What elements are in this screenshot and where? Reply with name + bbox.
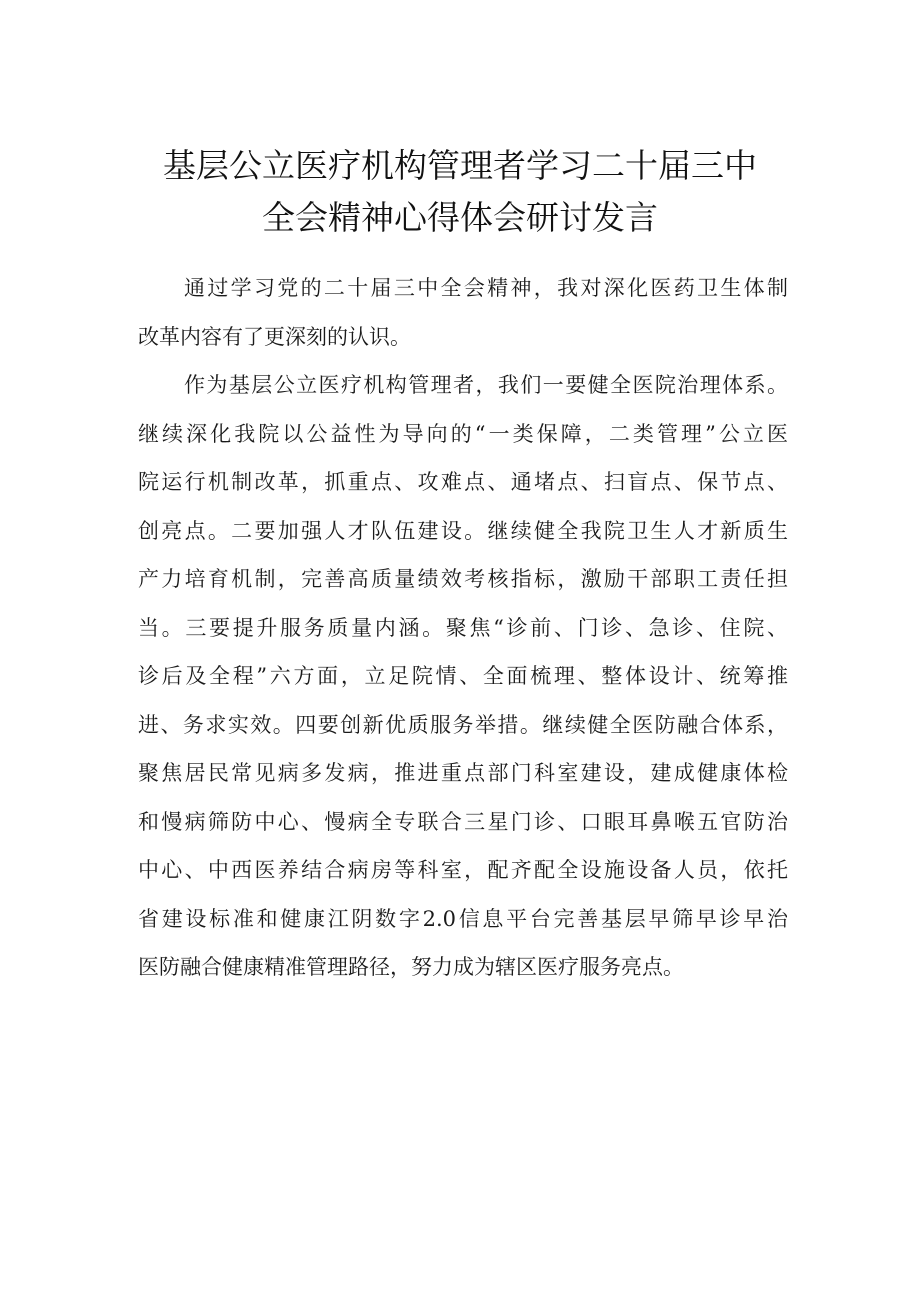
paragraph-line: 改革内容有了更深刻的认识。: [138, 324, 411, 349]
paragraph-line: 继续深化我院以公益性为导向的“一类保障，二类管理”公立医: [138, 421, 788, 446]
paragraph-line: 通过学习党的二十届三中全会精神，我对深化医药卫生体制: [184, 276, 788, 300]
paragraph-1: [138, 264, 788, 361]
paragraph-line: 进、务求实效。四要创新优质服务举措。继续健全医防融合体系，: [138, 712, 788, 737]
paragraph-line: 院运行机制改革，抓重点、攻难点、通堵点、扫盲点、保节点、: [138, 470, 788, 494]
paragraph-line: 中心、中西医养结合病房等科室，配齐配全设施设备人员，依托: [138, 858, 788, 882]
paragraph-line: 省建设标准和健康江阴数字2.0信息平台完善基层早筛早诊早治: [138, 906, 788, 931]
document-title-line-1: 基层公立医疗机构管理者学习二十届三中: [163, 146, 757, 185]
paragraph-line: 创亮点。二要加强人才队伍建设。继续健全我院卫生人才新质生: [138, 518, 788, 543]
paragraph-line: 当。三要提升服务质量内涵。聚焦“诊前、门诊、急诊、住院、: [138, 615, 788, 640]
paragraph-line: 作为基层公立医疗机构管理者，我们一要健全医院治理体系。: [184, 373, 788, 397]
paragraph-line: 产力培育机制，完善高质量绩效考核指标，激励干部职工责任担: [138, 567, 788, 591]
paragraph-line: 和慢病筛防中心、慢病全专联合三星门诊、口眼耳鼻喉五官防治: [138, 809, 788, 834]
paragraph-line: 聚焦居民常见病多发病，推进重点部门科室建设，建成健康体检: [138, 761, 788, 785]
paragraph-line: 诊后及全程”六方面，立足院情、全面梳理、整体设计、统筹推: [138, 664, 788, 688]
paragraph-2: [138, 361, 788, 992]
paragraph-line: 医防融合健康精准管理路径，努力成为辖区医疗服务亮点。: [138, 955, 684, 979]
document-title-line-2: 全会精神心得体会研讨发言: [262, 198, 658, 237]
